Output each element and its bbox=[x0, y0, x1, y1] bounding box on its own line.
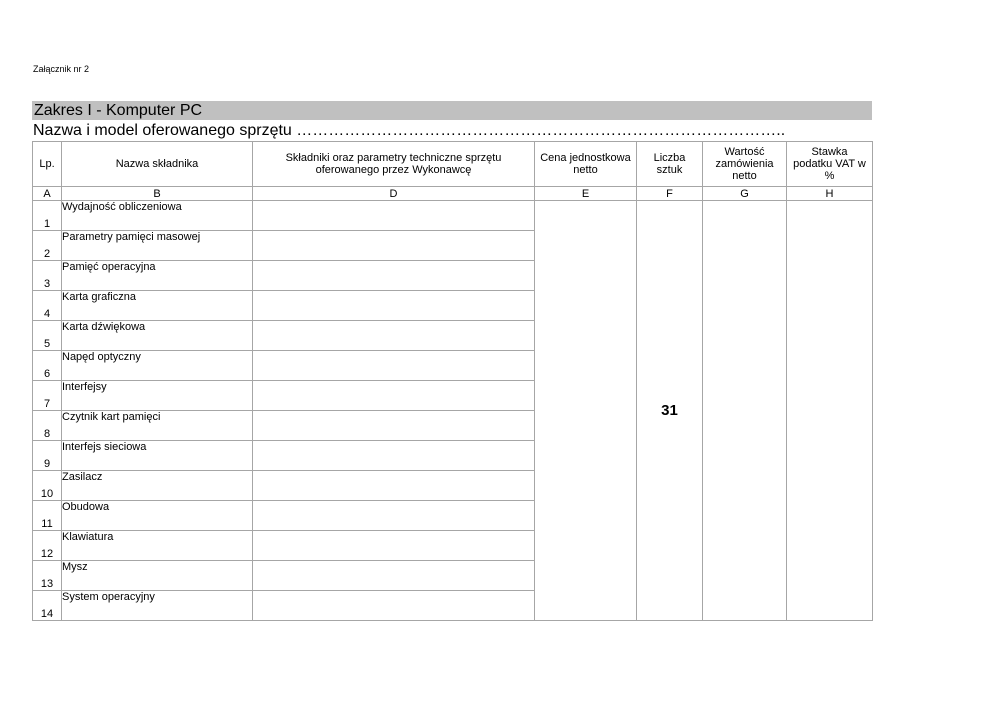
row-number: 11 bbox=[33, 501, 62, 531]
params-cell[interactable] bbox=[253, 411, 535, 441]
component-name: Czytnik kart pamięci bbox=[62, 411, 253, 441]
component-name: Karta graficzna bbox=[62, 291, 253, 321]
header-params: Składniki oraz parametry techniczne sprzętu oferowanego przez Wykonawcę bbox=[253, 142, 535, 187]
component-name: Interfejsy bbox=[62, 381, 253, 411]
quantity-cell bbox=[637, 201, 703, 621]
header-order-value: Wartość zamówienia netto bbox=[703, 142, 787, 187]
row-number: 9 bbox=[33, 441, 62, 471]
header-quantity: Liczba sztuk bbox=[637, 142, 703, 187]
unit-price-cell[interactable] bbox=[535, 201, 637, 621]
component-name: Karta dźwiękowa bbox=[62, 321, 253, 351]
header-name: Nazwa składnika bbox=[62, 142, 253, 187]
params-cell[interactable] bbox=[253, 201, 535, 231]
params-cell[interactable] bbox=[253, 231, 535, 261]
params-cell[interactable] bbox=[253, 561, 535, 591]
quantity-value: 31 bbox=[661, 402, 678, 419]
params-cell[interactable] bbox=[253, 471, 535, 501]
component-name: Parametry pamięci masowej bbox=[62, 231, 253, 261]
column-letter: B bbox=[62, 187, 253, 201]
section-title: Zakres I - Komputer PC bbox=[32, 101, 872, 120]
column-letter: F bbox=[637, 187, 703, 201]
offer-table bbox=[32, 141, 873, 621]
params-cell[interactable] bbox=[253, 321, 535, 351]
row-number: 14 bbox=[33, 591, 62, 621]
component-name: Klawiatura bbox=[62, 531, 253, 561]
header-unit-price: Cena jednostkowa netto bbox=[535, 142, 637, 187]
component-name: Wydajność obliczeniowa bbox=[62, 201, 253, 231]
header-lp: Lp. bbox=[33, 142, 62, 187]
header-row bbox=[33, 142, 873, 187]
table-row bbox=[33, 201, 873, 231]
row-number: 3 bbox=[33, 261, 62, 291]
component-name: System operacyjny bbox=[62, 591, 253, 621]
row-number: 12 bbox=[33, 531, 62, 561]
row-number: 13 bbox=[33, 561, 62, 591]
column-letters-row bbox=[33, 187, 873, 201]
row-number: 6 bbox=[33, 351, 62, 381]
column-letter: D bbox=[253, 187, 535, 201]
order-value-cell[interactable] bbox=[703, 201, 787, 621]
params-cell[interactable] bbox=[253, 291, 535, 321]
component-name: Obudowa bbox=[62, 501, 253, 531]
column-letter: H bbox=[787, 187, 873, 201]
params-cell[interactable] bbox=[253, 351, 535, 381]
component-name: Pamięć operacyjna bbox=[62, 261, 253, 291]
model-line: Nazwa i model oferowanego sprzętu ……………………………………………………………………………….. bbox=[33, 122, 786, 139]
params-cell[interactable] bbox=[253, 501, 535, 531]
component-name: Interfejs sieciowa bbox=[62, 441, 253, 471]
component-name: Mysz bbox=[62, 561, 253, 591]
params-cell[interactable] bbox=[253, 441, 535, 471]
row-number: 10 bbox=[33, 471, 62, 501]
params-cell[interactable] bbox=[253, 531, 535, 561]
column-letter: E bbox=[535, 187, 637, 201]
component-name: Napęd optyczny bbox=[62, 351, 253, 381]
column-letter: G bbox=[703, 187, 787, 201]
vat-rate-cell[interactable] bbox=[787, 201, 873, 621]
column-letter: A bbox=[33, 187, 62, 201]
row-number: 5 bbox=[33, 321, 62, 351]
params-cell[interactable] bbox=[253, 591, 535, 621]
params-cell[interactable] bbox=[253, 381, 535, 411]
row-number: 2 bbox=[33, 231, 62, 261]
attachment-label: Załącznik nr 2 bbox=[33, 64, 90, 74]
row-number: 7 bbox=[33, 381, 62, 411]
params-cell[interactable] bbox=[253, 261, 535, 291]
row-number: 8 bbox=[33, 411, 62, 441]
header-vat-rate: Stawka podatku VAT w % bbox=[787, 142, 873, 187]
component-name: Zasilacz bbox=[62, 471, 253, 501]
row-number: 1 bbox=[33, 201, 62, 231]
row-number: 4 bbox=[33, 291, 62, 321]
